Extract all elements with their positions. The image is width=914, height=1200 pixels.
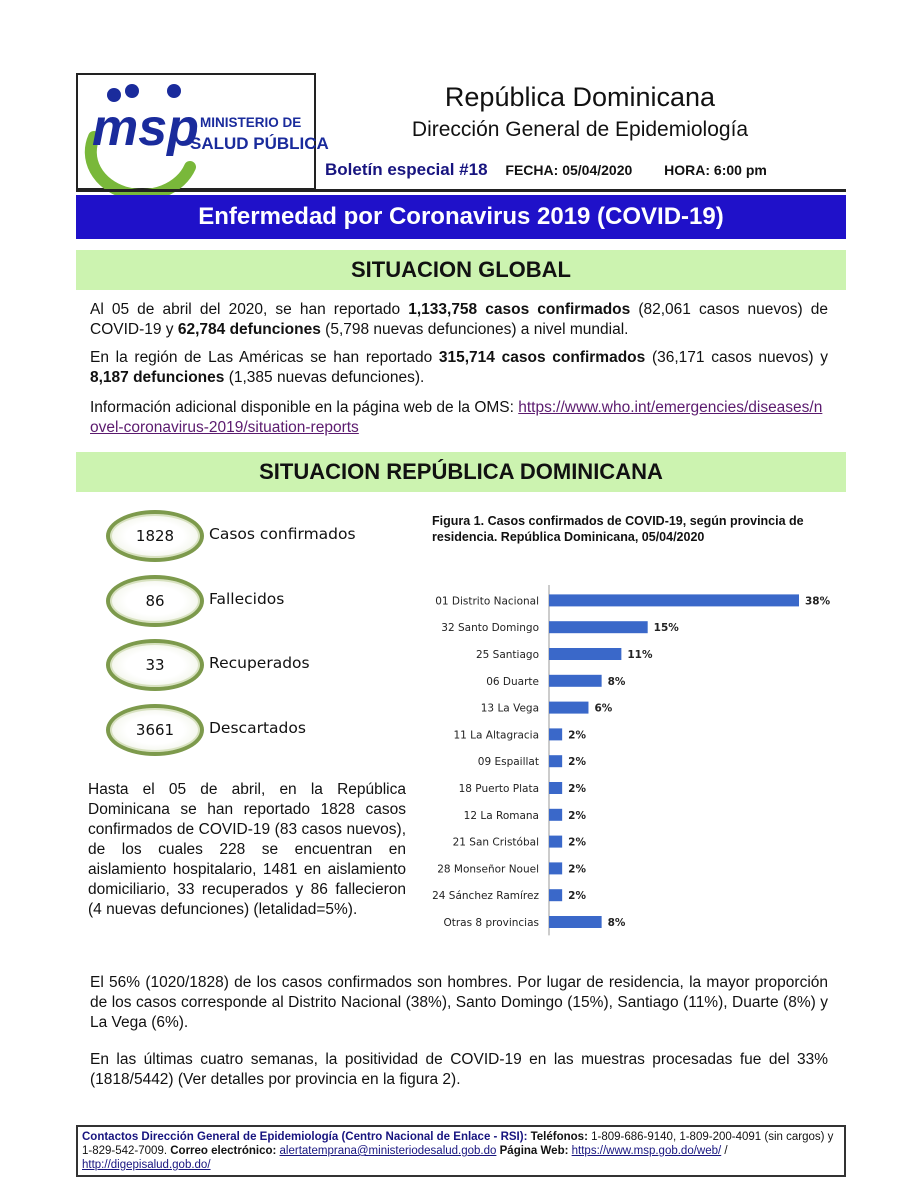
footer-web-link-2[interactable]: http://digepisalud.gob.do/: [82, 1159, 211, 1171]
section-global-heading: SITUACION GLOBAL: [76, 250, 846, 290]
bar-value-label: 8%: [607, 917, 626, 929]
section-rd-heading: SITUACION REPÚBLICA DOMINICANA: [76, 452, 846, 492]
stat-oval-confirmed: 1828: [106, 510, 204, 562]
bar-category-label: 18 Puerto Plata: [458, 783, 539, 795]
footer-sep: /: [721, 1145, 728, 1157]
footer-phones: 1-809-686-9140, 1-809-200-4091 (sin cargos) y 1-829-542-7009.: [82, 1131, 834, 1157]
rd-summary-paragraph: Hasta el 05 de abril, en la República Dominicana se han reportado 1828 casos confirmados de COVID-19 (83 casos nuevos), de los cuales 228 se encuentran en aislamiento hospitalario, 1481 en aislamiento domiciliario, 33 recuperados y 86 fallecieron (4 nuevas defunciones) (letalidad=5%).: [88, 781, 406, 918]
bulletin-meta: [325, 160, 845, 180]
bar-value-label: 2%: [568, 783, 586, 795]
msp-logo-icon: [78, 75, 329, 188]
bar: [549, 594, 799, 606]
bulletin-date: FECHA: 05/04/2020: [505, 162, 633, 178]
stat-oval-recovered: 33: [106, 639, 204, 691]
bar: [549, 916, 602, 928]
global-cases: 1,133,758 casos confirmados: [408, 301, 631, 318]
footer-contacts: [82, 1130, 842, 1172]
bar: [549, 728, 562, 740]
footer-email-link[interactable]: alertatemprana@ministeriodesalud.gob.do: [279, 1145, 497, 1157]
bar-category-label: 28 Monseñor Nouel: [437, 863, 539, 876]
bar-value-label: 2%: [568, 729, 586, 742]
global-paragraph-1: [90, 300, 828, 340]
bulletin-time: HORA: 6:00 pm: [664, 162, 767, 178]
bar-value-label: 2%: [568, 836, 586, 849]
bar-category-label: 21 San Cristóbal: [452, 836, 539, 849]
logo-text-salud: SALUD PÚBLICA: [190, 134, 329, 153]
bar-value-label: 2%: [568, 809, 586, 822]
stat-label-recovered: Recuperados: [209, 654, 310, 672]
rd-paragraph-sex-residence: El 56% (1020/1828) de los casos confirmados son hombres. Por lugar de residencia, la mayor proporción de los casos corresponde al Distrito Nacional (38%), Santo Domingo (15%), Santiago (11%), Duarte (8%) y La Vega (6%).: [90, 974, 828, 1031]
stat-oval-deaths: 86: [106, 575, 204, 627]
bar-category-label: 24 Sánchez Ramírez: [432, 890, 539, 903]
americas-cases: 315,714 casos confirmados: [438, 349, 646, 366]
stat-oval-discarded: 3661: [106, 704, 204, 756]
logo-box: [76, 73, 329, 190]
bar-category-label: 01 Distrito Nacional: [435, 595, 539, 608]
global-paragraph-3: [90, 398, 828, 438]
header-divider: [76, 189, 846, 192]
text: Información adicional disponible en la página web de la OMS:: [90, 399, 519, 416]
footer-web-link-1[interactable]: https://www.msp.gob.do/web/: [571, 1145, 722, 1157]
text: (1,385 nuevas defunciones).: [224, 369, 425, 386]
who-link[interactable]: https://www.who.int/emergencies/diseases/novel-coronavirus-2019/situation-reports: [90, 399, 823, 436]
figure-title: Figura 1. Casos confirmados de COVID-19, según provincia de residencia. República Dominicana, 05/04/2020: [432, 514, 804, 544]
logo-mark: msp: [92, 99, 199, 157]
stat-label-confirmed: Casos confirmados: [209, 525, 356, 543]
bar-category-label: 25 Santiago: [475, 649, 539, 661]
bar: [549, 889, 562, 901]
footer-phones-label: Teléfonos:: [530, 1131, 588, 1143]
bar-value-label: 38%: [805, 595, 831, 608]
americas-deaths: 8,187 defunciones: [90, 369, 225, 386]
bar-category-label: 09 Espaillat: [477, 756, 539, 769]
bar-value-label: 2%: [568, 890, 586, 903]
bar-value-label: 8%: [607, 675, 626, 688]
bar-category-label: 06 Duarte: [486, 675, 539, 688]
bar: [549, 809, 562, 821]
bar-value-label: 11%: [627, 649, 653, 661]
bar-chart: [412, 585, 842, 935]
bar: [549, 648, 621, 660]
footer-web-label: Página Web:: [499, 1145, 569, 1157]
bar: [549, 621, 648, 633]
bar-category-label: 11 La Altagracia: [453, 729, 539, 742]
bar-value-label: 2%: [568, 756, 586, 769]
bar: [549, 675, 602, 687]
bar-category-label: Otras 8 provincias: [443, 917, 539, 929]
bar-category-label: 13 La Vega: [480, 702, 539, 715]
footer-lead: Contactos Dirección General de Epidemiología (Centro Nacional de Enlace - RSI):: [82, 1131, 528, 1143]
stat-label-deaths: Fallecidos: [209, 590, 285, 608]
main-title: Enfermedad por Coronavirus 2019 (COVID-19): [76, 195, 846, 239]
department-title: Dirección General de Epidemiología: [411, 118, 749, 141]
bar-category-label: 12 La Romana: [463, 809, 539, 822]
footer-email-label: Correo electrónico:: [170, 1145, 277, 1157]
bar-value-label: 15%: [653, 622, 679, 635]
text: (36,171 casos nuevos) y: [645, 349, 828, 366]
global-deaths: 62,784 defunciones: [177, 321, 321, 338]
stat-label-discarded: Descartados: [209, 719, 306, 737]
rd-paragraph-positivity: En las últimas cuatro semanas, la positividad de COVID-19 en las muestras procesadas fue del 33% (1818/5442) (Ver detalles por provincia en la figura 2).: [90, 1051, 828, 1088]
bar-category-label: 32 Santo Domingo: [441, 622, 539, 635]
text: En la región de Las Américas se han reportado: [90, 349, 439, 366]
bar: [549, 702, 588, 714]
logo-text-ministerio: MINISTERIO DE: [200, 115, 302, 130]
text: (5,798 nuevas defunciones) a nivel mundial.: [320, 321, 629, 338]
text: Al 05 de abril del 2020, se han reportado: [90, 301, 409, 318]
bar: [549, 836, 562, 848]
bar: [549, 755, 562, 767]
global-paragraph-2: [90, 348, 828, 388]
bulletin-number: Boletín especial #18: [325, 160, 488, 179]
bar: [549, 862, 562, 874]
bar-value-label: 2%: [568, 863, 586, 876]
country-title: República Dominicana: [444, 82, 716, 112]
bar-value-label: 6%: [594, 702, 613, 715]
bar: [549, 782, 562, 794]
text: (82,061 casos nuevos) de COVID-19 y: [90, 301, 828, 338]
